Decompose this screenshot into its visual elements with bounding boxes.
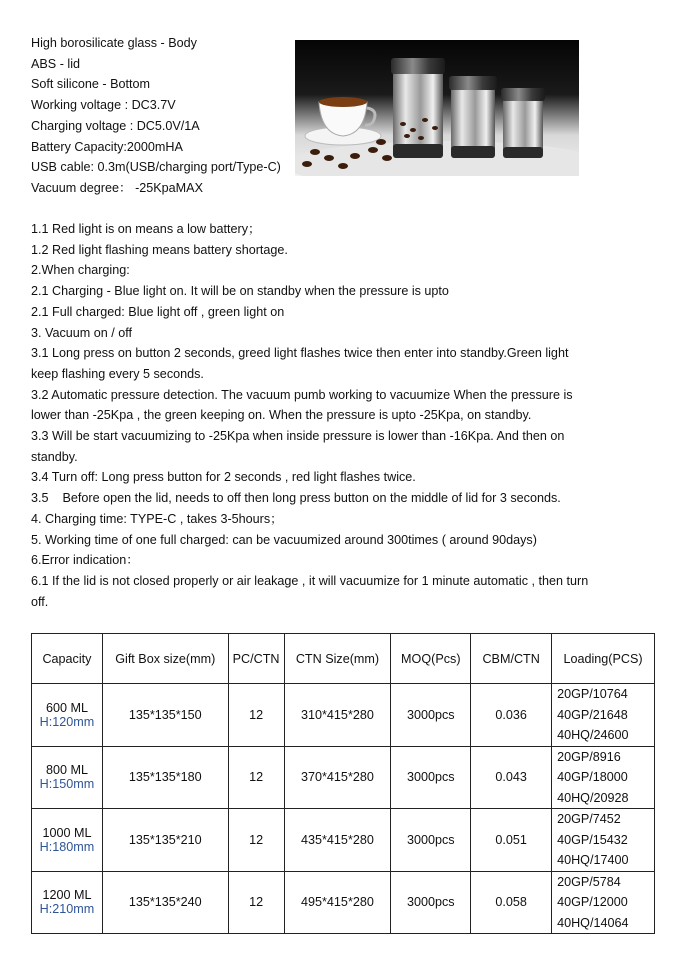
moq-cell: 3000pcs	[391, 746, 471, 809]
loading-value: 40HQ/20928	[557, 790, 629, 805]
product-photo	[295, 40, 579, 176]
loading-value: 40GP/15432	[557, 832, 628, 847]
note-line: 3.2 Automatic pressure detection. The vacuum pumb working to vacuumize When the pressure is lower than -25Kpa , the green keeping on. When the pressure is upto -25Kpa, on standby.	[31, 387, 573, 423]
loading-cell	[552, 871, 655, 934]
pc-ctn-cell: 12	[228, 871, 284, 934]
note-line: 6.1 If the lid is not closed properly or air leakage , it will vacuumize for 1 minute automatic , then turn off.	[31, 573, 589, 609]
note-line: 3.5 Before open the lid, needs to off then long press button on the middle of lid for 3 seconds.	[31, 491, 561, 506]
col-header-moq: MOQ(Pcs)	[391, 634, 471, 684]
gift-box-cell: 135*135*240	[102, 871, 228, 934]
ctn-size-cell: 495*415*280	[284, 871, 391, 934]
table-row	[32, 746, 655, 809]
table-row	[32, 684, 655, 747]
note-line: 3. Vacuum on / off	[31, 325, 133, 340]
canister-small-lid	[501, 88, 545, 101]
loading-value: 40GP/18000	[557, 770, 628, 784]
ctn-size-cell: 310*415*280	[284, 684, 391, 747]
note-line: 3.1 Long press on button 2 seconds, greed light flashes twice then enter into standby.Green light keep flashing every 5 seconds.	[31, 346, 569, 381]
spec-line: ABS - lid	[31, 56, 80, 71]
spec-line: Vacuum degree： -25KpaMAX	[31, 180, 203, 195]
loading-value: 20GP/8916	[557, 749, 621, 764]
capacity-value: 1000 ML	[42, 825, 92, 840]
spec-line: Soft silicone - Bottom	[31, 77, 150, 92]
ctn-size-cell: 370*415*280	[284, 746, 391, 809]
capacity-cell	[32, 684, 103, 747]
loading-value: 40HQ/17400	[557, 853, 629, 867]
height-value: H:210mm	[39, 902, 95, 917]
height-value: H:180mm	[39, 839, 95, 854]
note-line: 4. Charging time: TYPE-C , takes 3-5hours；	[31, 511, 283, 526]
cbm-cell: 0.036	[471, 684, 552, 747]
note-line: 3.4 Turn off: Long press button for 2 seconds , red light flashes twice.	[31, 470, 416, 485]
loading-cell	[552, 684, 655, 747]
pc-ctn-cell: 12	[228, 746, 284, 809]
product-illustration	[295, 40, 579, 176]
loading-value: 40GP/12000	[557, 895, 628, 909]
note-line: 6.Error indication：	[31, 553, 139, 568]
loading-value: 20GP/10764	[557, 687, 628, 701]
col-header-pc-ctn: PC/CTN	[228, 634, 284, 684]
note-line: 5. Working time of one full charged: can be vacuumized around 300times ( around 90days)	[31, 532, 537, 547]
moq-cell: 3000pcs	[391, 684, 471, 747]
loading-cell	[552, 809, 655, 872]
gift-box-cell: 135*135*150	[102, 684, 228, 747]
ctn-size-cell: 435*415*280	[284, 809, 391, 872]
canister-small-base	[503, 147, 543, 158]
cbm-cell: 0.043	[471, 746, 552, 809]
pc-ctn-cell: 12	[228, 809, 284, 872]
col-header-gift-box: Gift Box size(mm)	[102, 634, 228, 684]
spec-line: High borosilicate glass - Body	[31, 36, 197, 50]
cbm-cell: 0.051	[471, 809, 552, 872]
spec-line: Charging voltage : DC5.0V/1A	[31, 118, 200, 133]
capacity-cell	[32, 809, 103, 872]
canister-large-lid	[391, 58, 445, 74]
loading-value: 20GP/7452	[557, 812, 621, 826]
height-value: H:120mm	[39, 714, 95, 729]
pc-ctn-cell: 12	[228, 684, 284, 747]
spec-list	[31, 33, 281, 199]
note-line: 2.1 Full charged: Blue light off , green light on	[31, 304, 285, 319]
moq-cell: 3000pcs	[391, 809, 471, 872]
loading-value: 20GP/5784	[557, 874, 621, 889]
spec-line: Working voltage : DC3.7V	[31, 98, 176, 113]
col-header-capacity: Capacity	[32, 634, 103, 684]
capacity-cell	[32, 871, 103, 934]
loading-cell	[552, 746, 655, 809]
height-value: H:150mm	[39, 777, 95, 792]
table-row	[32, 809, 655, 872]
spec-line: Battery Capacity:2000mHA	[31, 139, 183, 154]
capacity-cell	[32, 746, 103, 809]
spec-table	[31, 633, 655, 934]
gift-box-cell: 135*135*180	[102, 746, 228, 809]
note-line: 1.2 Red light flashing means battery shortage.	[31, 242, 288, 257]
note-line: 3.3 Will be start vacuumizing to -25Kpa when inside pressure is lower than -16Kpa. And then on standby.	[31, 429, 565, 464]
cbm-cell: 0.058	[471, 871, 552, 934]
coffee-surface	[319, 97, 367, 107]
moq-cell: 3000pcs	[391, 871, 471, 934]
instructions	[31, 219, 591, 612]
col-header-cbm: CBM/CTN	[471, 634, 552, 684]
gift-box-cell: 135*135*210	[102, 809, 228, 872]
note-line: 2.1 Charging - Blue light on. It will be on standby when the pressure is upto	[31, 284, 449, 299]
note-line: 1.1 Red light is on means a low battery；	[31, 222, 261, 236]
loading-value: 40HQ/24600	[557, 728, 629, 742]
table-header-row	[32, 634, 655, 684]
loading-value: 40GP/21648	[557, 707, 628, 722]
canister-medium-base	[451, 146, 495, 158]
canister-large-base	[393, 144, 443, 158]
capacity-value: 800 ML	[45, 763, 88, 778]
table-row	[32, 871, 655, 934]
loading-value: 40HQ/14064	[557, 915, 629, 930]
note-line: 2.When charging:	[31, 263, 130, 278]
capacity-value: 600 ML	[45, 700, 88, 715]
spec-line: USB cable: 0.3m(USB/charging port/Type-C)	[31, 160, 281, 175]
col-header-ctn-size: CTN Size(mm)	[284, 634, 391, 684]
col-header-loading: Loading(PCS)	[552, 634, 655, 684]
canister-medium-lid	[449, 76, 497, 90]
capacity-value: 1200 ML	[42, 888, 92, 903]
